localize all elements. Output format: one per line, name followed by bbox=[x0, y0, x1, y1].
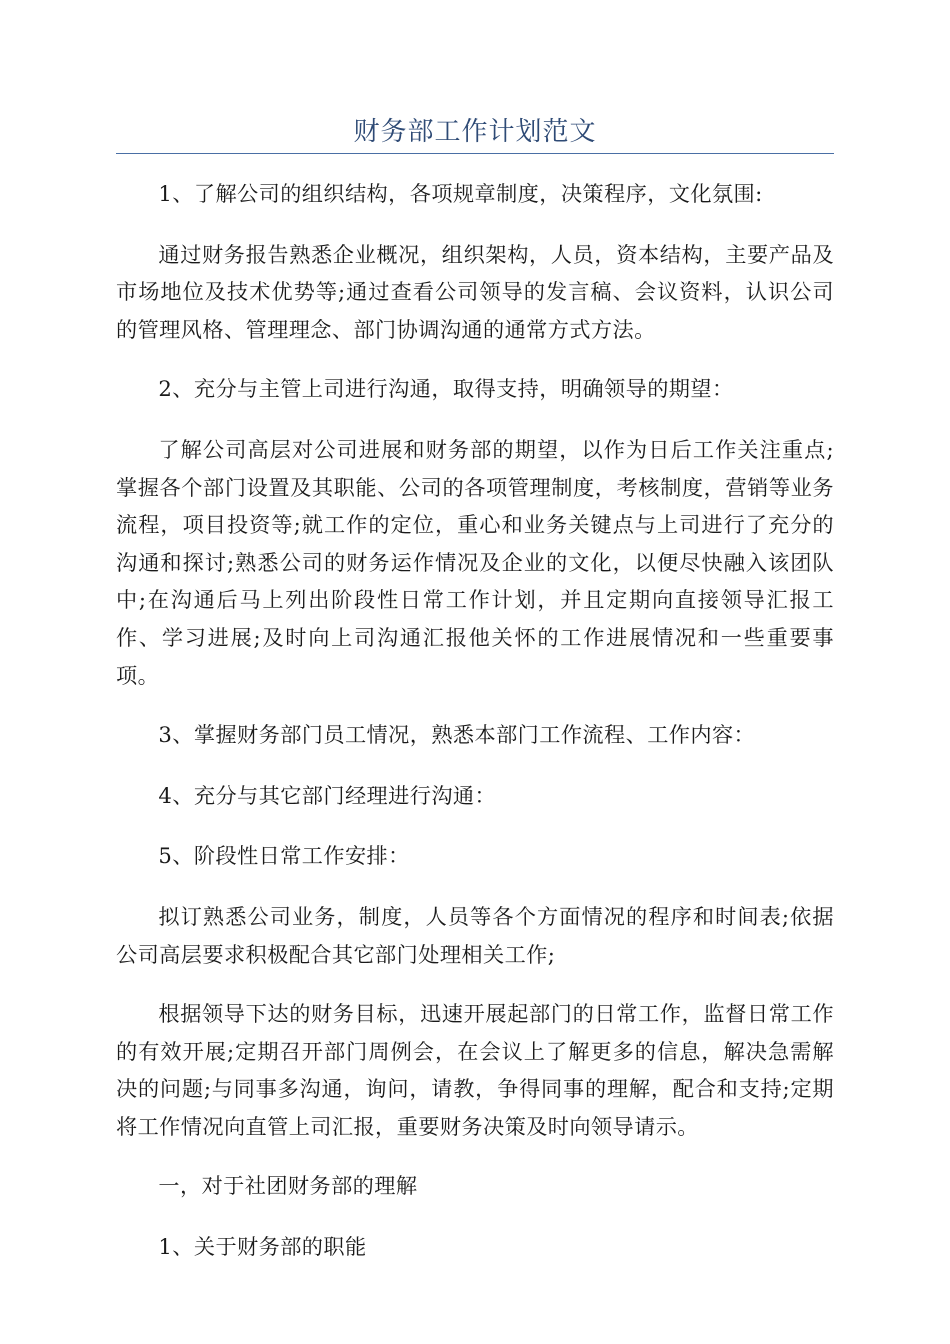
section-heading-3: 3、掌握财务部门员工情况，熟悉本部门工作流程、工作内容： bbox=[158, 722, 756, 748]
body-paragraph-3: 拟订熟悉公司业务，制度，人员等各个方面情况的程序和时间表;依据公司高层要求积极配合其它部门处理相关工作; bbox=[116, 903, 834, 967]
section-heading-1: 1、了解公司的组织结构，各项规章制度，决策程序，文化氛围: bbox=[158, 181, 763, 206]
body-paragraph-2: 了解公司高层对公司进展和财务部的期望，以作为日后工作关注重点;掌握各个部门设置及其职能、公司的各项管理制度，考核制度，营销等业务流程，项目投资等;就工作的定位，重心和业务关键点与上司进行了充分的沟通和探讨;熟悉公司的财务运作情况及企业的文化，以便尽快融入该团队中;在沟通后马上列出阶段性日常工作计划，并且定期向直接领导汇报工作、学习进展;及时向上司沟通汇报他关怀的工作进展情况和一些重要事项。 bbox=[116, 436, 834, 688]
section-heading-7: 1、关于财务部的职能 bbox=[158, 1234, 367, 1260]
section-heading-6: 一，对于社团财务部的理解 bbox=[158, 1173, 418, 1199]
section-heading-4: 4、充分与其它部门经理进行沟通： bbox=[158, 782, 497, 808]
body-paragraph-4: 根据领导下达的财务目标，迅速开展起部门的日常工作，监督日常工作的有效开展;定期召开部门周例会，在会议上了解更多的信息，解决急需解决的问题;与同事多沟通，询问，请教，争得同事的理解，配合和支持;定期将工作情况向直管上司汇报，重要财务决策及时向领导请示。 bbox=[116, 1001, 834, 1139]
section-heading-2: 2、充分与主管上司进行沟通，取得支持，明确领导的期望： bbox=[158, 376, 734, 402]
document-body bbox=[116, 175, 834, 1289]
section-heading-5: 5、阶段性日常工作安排： bbox=[158, 843, 410, 869]
title-underline bbox=[116, 153, 834, 154]
body-paragraph-1: 通过财务报告熟悉企业概况，组织架构，人员，资本结构，主要产品及市场地位及技术优势等;通过查看公司领导的发言稿、会议资料，认识公司的管理风格、管理理念、部门协调沟通的通常方式方法。 bbox=[116, 241, 834, 342]
document-title: 财务部工作计划范文 bbox=[353, 117, 597, 147]
